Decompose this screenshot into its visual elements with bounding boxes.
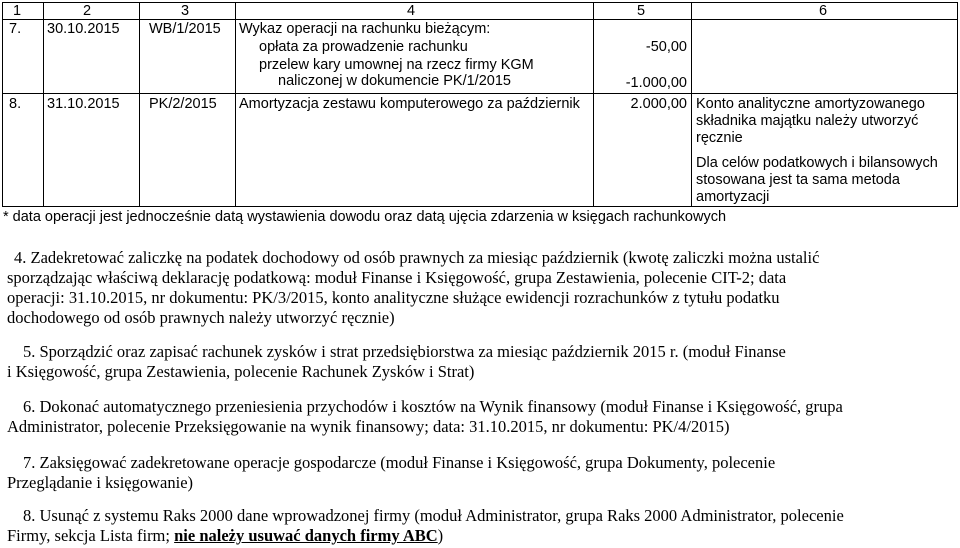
task-line: Przeglądanie i księgowanie) — [7, 473, 194, 492]
row8-note-line: Konto analityczne amortyzowanego — [696, 96, 925, 112]
row-divider — [3, 19, 957, 20]
task-7 — [7, 453, 957, 493]
col-divider — [691, 3, 692, 206]
row8-desc: Amortyzacja zestawu komputerowego za październik — [239, 96, 580, 112]
task-line: dochodowego od osób prawnych należy utworzyć ręcznie) — [7, 308, 395, 327]
task-6 — [7, 397, 957, 437]
header-col-3: 3 — [181, 3, 190, 19]
row8-note-line: amortyzacji — [696, 189, 770, 205]
task-line: 6. Dokonać automatycznego przeniesienia przychodów i kosztów na Wynik finansowy (moduł Finanse i Księgowość, grupa — [23, 397, 843, 416]
row7-desc-line: przelew kary umownej na rzecz firmy KGM — [259, 57, 534, 73]
header-col-6: 6 — [819, 3, 828, 19]
row8-note-line: Dla celów podatkowych i bilansowych — [696, 155, 938, 171]
row7-desc-line: opłata za prowadzenie rachunku — [259, 39, 468, 55]
underlined-warning: nie należy usuwać danych firmy ABC — [174, 526, 438, 545]
header-col-4: 4 — [407, 3, 416, 19]
row7-date: 30.10.2015 — [47, 21, 120, 37]
task-line-end: ) — [437, 526, 444, 545]
row8-doc: PK/2/2015 — [149, 96, 217, 112]
task-line: sporządzając właściwą deklarację podatkową: moduł Finanse i Księgowość, grupa Zestawienia, polecenie CIT-2; data — [7, 268, 787, 287]
footnote: * data operacji jest jednocześnie datą wystawienia dowodu oraz datą ujęcia zdarzenia w księgach rachunkowych — [3, 209, 727, 225]
task-line — [7, 526, 957, 546]
task-5 — [7, 342, 957, 382]
col-divider — [235, 3, 236, 206]
row8-note-line: składnika majątku należy utworzyć — [696, 113, 919, 129]
task-4 — [7, 248, 957, 328]
row7-lp: 7. — [9, 21, 22, 37]
row8-note-line: stosowana jest ta sama metoda — [696, 172, 900, 188]
row7-doc: WB/1/2015 — [149, 21, 221, 37]
task-8 — [7, 506, 957, 546]
row7-amount-1: -50,00 — [645, 39, 687, 55]
task-line: operacji: 31.10.2015, nr dokumentu: PK/3/2015, konto analityczne służące ewidencji rozrachunków z tytułu podatku — [7, 288, 780, 307]
col-divider — [139, 3, 140, 206]
task-line: Administrator, polecenie Przeksięgowanie na wynik finansowy; data: 31.10.2015, nr dokumentu: PK/4/2015) — [7, 417, 730, 436]
row-divider — [3, 93, 957, 94]
header-col-2: 2 — [83, 3, 92, 19]
row8-note-line: ręcznie — [696, 130, 743, 146]
row8-date: 31.10.2015 — [47, 96, 120, 112]
col-divider — [43, 3, 44, 206]
task-line-start: Firmy, sekcja Lista firm; — [7, 526, 175, 545]
row7-amount-2: -1.000,00 — [625, 75, 687, 91]
operations-table — [2, 2, 958, 207]
col-divider — [593, 3, 594, 206]
task-line: 8. Usunąć z systemu Raks 2000 dane wprowadzonej firmy (moduł Administrator, grupa Raks 2000 Administrator, polecenie — [23, 506, 844, 525]
row7-desc-line: Wykaz operacji na rachunku bieżącym: — [239, 21, 491, 37]
row8-amount: 2.000,00 — [630, 96, 687, 112]
task-line: i Księgowość, grupa Zestawienia, polecenie Rachunek Zysków i Strat) — [7, 362, 475, 381]
task-line: 7. Zaksięgować zadekretowane operacje gospodarcze (moduł Finanse i Księgowość, grupa Dokumenty, polecenie — [23, 453, 776, 472]
row8-lp: 8. — [9, 96, 22, 112]
header-col-5: 5 — [637, 3, 646, 19]
task-line: 4. Zadekretować zaliczkę na podatek dochodowy od osób prawnych za miesiąc październik (kwotę zaliczki można ustalić — [14, 248, 820, 267]
task-line: 5. Sporządzić oraz zapisać rachunek zysków i strat przedsiębiorstwa za miesiąc październik 2015 r. (moduł Finanse — [23, 342, 786, 361]
header-col-1: 1 — [13, 3, 22, 19]
row7-desc-line: naliczonej w dokumencie PK/1/2015 — [278, 73, 511, 89]
